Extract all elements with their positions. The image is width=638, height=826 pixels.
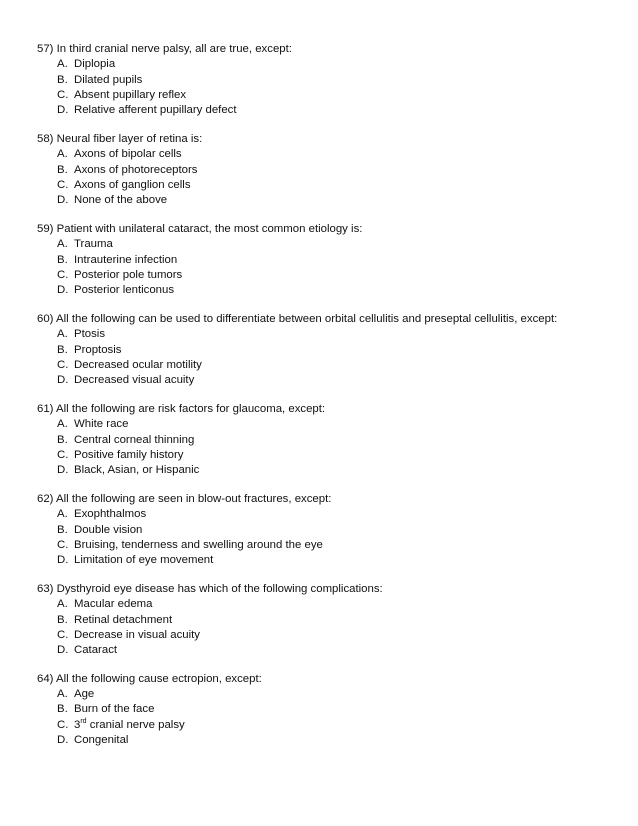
option-text: Absent pupillary reflex <box>74 88 187 101</box>
option-text: Macular edema <box>74 598 153 611</box>
option-letter: C. <box>57 178 69 191</box>
question-number: 60) <box>37 312 54 325</box>
question-text: All the following can be used to differentiate between orbital cellulitis and preseptal cellulitis, except: <box>56 312 558 325</box>
question-57 <box>37 42 618 118</box>
question-60 <box>37 312 618 388</box>
question-text: All the following are seen in blow-out fractures, except: <box>56 492 332 505</box>
option-letter: C. <box>57 88 69 101</box>
option-item <box>57 417 618 432</box>
option-text: Proptosis <box>74 343 122 356</box>
option-text: Axons of ganglion cells <box>74 178 191 191</box>
option-letter: D. <box>57 104 69 117</box>
option-item <box>57 283 618 298</box>
question-stem <box>37 402 618 417</box>
question-61 <box>37 402 618 478</box>
option-letter: C. <box>57 268 69 281</box>
option-item <box>57 373 618 388</box>
option-item <box>57 718 618 733</box>
option-item <box>57 57 618 72</box>
option-item <box>57 433 618 448</box>
option-text: Limitation of eye movement <box>74 554 214 567</box>
option-text: Exophthalmos <box>74 508 147 521</box>
option-item <box>57 268 618 283</box>
option-text: Positive family history <box>74 448 184 461</box>
option-letter: D. <box>57 644 69 657</box>
option-letter: A. <box>57 598 68 611</box>
question-stem <box>37 672 618 687</box>
option-text: Diplopia <box>74 58 116 71</box>
option-list <box>37 237 618 298</box>
option-letter: A. <box>57 58 68 71</box>
question-number: 59) <box>37 222 54 235</box>
option-text: Posterior lenticonus <box>74 284 175 297</box>
option-text: Trauma <box>74 238 113 251</box>
option-item <box>57 88 618 103</box>
option-letter: D. <box>57 464 69 477</box>
option-item <box>57 178 618 193</box>
option-item <box>57 358 618 373</box>
option-letter: C. <box>57 358 69 371</box>
question-stem <box>37 582 618 597</box>
question-text: Neural fiber layer of retina is: <box>56 132 203 145</box>
question-number: 61) <box>37 402 54 415</box>
question-stem <box>37 492 618 507</box>
question-number: 57) <box>37 43 54 55</box>
option-text: Congenital <box>74 734 129 747</box>
option-text: Intrauterine infection <box>74 253 178 266</box>
option-item <box>57 327 618 342</box>
option-item <box>57 163 618 178</box>
option-text: Decreased ocular motility <box>74 358 202 371</box>
option-letter: A. <box>57 238 68 251</box>
option-item <box>57 628 618 643</box>
option-item <box>57 103 618 118</box>
option-text: Decrease in visual acuity <box>74 628 200 641</box>
question-58 <box>37 132 618 208</box>
question-stem <box>37 222 618 237</box>
option-text: Axons of bipolar cells <box>74 148 182 161</box>
option-text: Ptosis <box>74 328 106 341</box>
option-letter: C. <box>57 718 69 731</box>
question-59 <box>37 222 618 298</box>
option-letter: D. <box>57 734 69 747</box>
ordinal-suffix: rd <box>80 717 87 725</box>
option-text: Retinal detachment <box>74 613 173 626</box>
option-letter: A. <box>57 508 68 521</box>
option-letter: B. <box>57 163 68 176</box>
option-letter: B. <box>57 343 68 356</box>
question-number: 63) <box>37 582 54 595</box>
question-stem <box>37 312 618 327</box>
option-letter: C. <box>57 448 69 461</box>
option-text-rest: cranial nerve palsy <box>89 718 185 731</box>
question-63 <box>37 582 618 658</box>
option-text: Dilated pupils <box>74 73 143 86</box>
option-letter: C. <box>57 538 69 551</box>
option-item <box>57 237 618 252</box>
option-letter: B. <box>57 433 68 446</box>
ordinal-number: 3 <box>74 718 81 731</box>
option-text: Black, Asian, or Hispanic <box>74 464 200 477</box>
option-letter: C. <box>57 628 69 641</box>
option-list <box>37 147 618 208</box>
option-text: Bruising, tenderness and swelling around the eye <box>74 538 323 551</box>
question-stem <box>37 132 618 147</box>
question-text: Dysthyroid eye disease has which of the following complications: <box>56 582 383 595</box>
option-item <box>57 523 618 538</box>
option-letter: D. <box>57 554 69 567</box>
option-letter: B. <box>57 613 68 626</box>
option-letter: A. <box>57 148 68 161</box>
option-list <box>37 57 618 118</box>
option-item <box>57 147 618 162</box>
question-number: 64) <box>37 672 54 685</box>
question-64 <box>37 672 618 748</box>
option-item <box>57 687 618 702</box>
option-item <box>57 538 618 553</box>
question-62 <box>37 492 618 568</box>
option-item <box>57 463 618 478</box>
option-text: Relative afferent pupillary defect <box>74 104 237 117</box>
option-list <box>37 687 618 748</box>
option-letter: B. <box>57 253 68 266</box>
option-item <box>57 643 618 658</box>
option-list <box>37 417 618 478</box>
question-number: 62) <box>37 492 54 505</box>
option-item <box>57 193 618 208</box>
question-text: All the following are risk factors for glaucoma, except: <box>56 402 326 415</box>
option-text: Posterior pole tumors <box>74 268 183 281</box>
option-list <box>37 597 618 658</box>
option-letter: A. <box>57 328 68 341</box>
question-text: Patient with unilateral cataract, the most common etiology is: <box>56 222 363 235</box>
option-text: None of the above <box>74 194 168 207</box>
option-letter: B. <box>57 703 68 716</box>
option-text: Central corneal thinning <box>74 433 195 446</box>
option-letter: D. <box>57 284 69 297</box>
option-item <box>57 597 618 612</box>
option-item <box>57 613 618 628</box>
question-text: In third cranial nerve palsy, all are true, except: <box>56 43 292 55</box>
option-text: Cataract <box>74 644 118 657</box>
option-item <box>57 733 618 748</box>
option-text: Axons of photoreceptors <box>74 163 198 176</box>
option-text: White race <box>74 418 129 431</box>
option-text: Decreased visual acuity <box>74 374 195 387</box>
option-item <box>57 253 618 268</box>
option-item <box>57 448 618 463</box>
option-letter: D. <box>57 374 69 387</box>
option-item <box>57 73 618 88</box>
question-text: All the following cause ectropion, except: <box>56 672 262 685</box>
option-letter: B. <box>57 523 68 536</box>
option-item <box>57 702 618 717</box>
option-item <box>57 507 618 522</box>
option-letter: B. <box>57 73 68 86</box>
option-text <box>74 718 185 733</box>
option-item <box>57 343 618 358</box>
option-text: Double vision <box>74 523 143 536</box>
option-letter: D. <box>57 194 69 207</box>
option-text: Age <box>74 688 95 701</box>
option-list <box>37 327 618 388</box>
question-stem <box>37 42 618 57</box>
option-letter: A. <box>57 688 68 701</box>
option-text: Burn of the face <box>74 703 155 716</box>
question-number: 58) <box>37 132 54 145</box>
option-list <box>37 507 618 568</box>
option-item <box>57 553 618 568</box>
option-letter: A. <box>57 418 68 431</box>
